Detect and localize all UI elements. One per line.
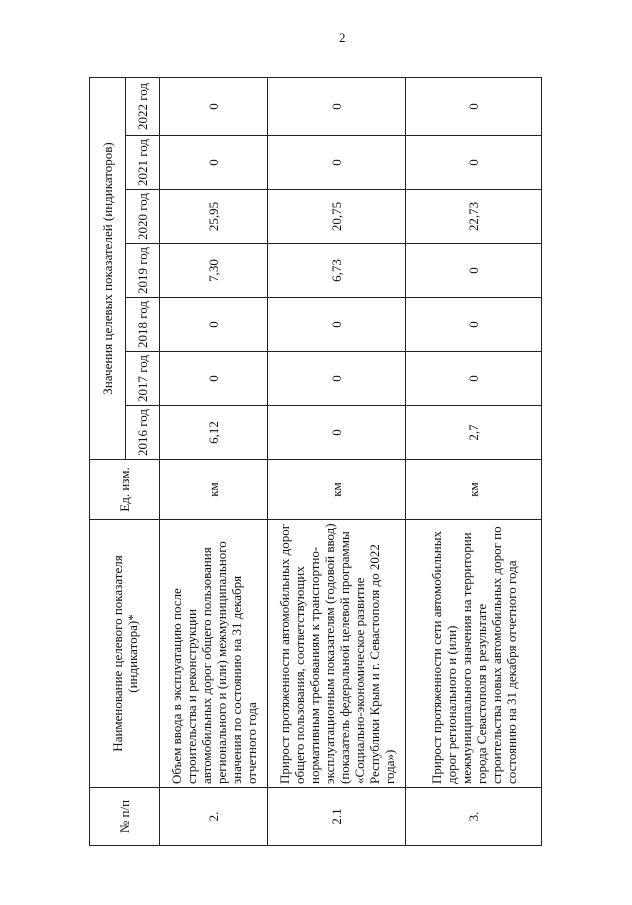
row-value-2017: 0 — [160, 352, 268, 406]
row-unit: км — [406, 460, 542, 520]
page-number: 2 — [339, 30, 346, 45]
row-unit: км — [268, 460, 406, 520]
row-value-2020: 20,75 — [268, 190, 406, 244]
row-value-2018: 0 — [268, 298, 406, 352]
indicators-table — [89, 77, 542, 846]
row-value-2022: 0 — [406, 77, 542, 135]
row-value-2020: 25,95 — [160, 190, 268, 244]
table-row — [268, 77, 406, 845]
row-value-2019: 0 — [406, 244, 542, 298]
header-year-2021: 2021 год — [126, 136, 160, 190]
header-year-2019: 2019 год — [126, 244, 160, 298]
header-year-2020: 2020 год — [126, 190, 160, 244]
row-value-2016: 6,12 — [160, 406, 268, 460]
row-num: 2. — [160, 788, 268, 846]
row-value-2020: 22,73 — [406, 190, 542, 244]
header-row-top — [90, 77, 126, 845]
header-year-2017: 2017 год — [126, 352, 160, 406]
row-value-2021: 0 — [268, 136, 406, 190]
row-num: 2.1 — [268, 788, 406, 846]
row-indicator-name: Прирост протяженности сети автомобильных дорог регионального и (или) межмуниципального значения на территории города Севастополя в результате строительства новых автомобильных дорог по состоянию на 31 декабря отчетного года — [406, 520, 542, 788]
header-year-2022: 2022 год — [126, 77, 160, 135]
header-num: № п/п — [90, 788, 160, 846]
row-value-2019: 7,30 — [160, 244, 268, 298]
row-value-2016: 2,7 — [406, 406, 542, 460]
rotated-table-container — [89, 78, 541, 846]
header-name: Наименование целевого показателя (индикатора)* — [90, 520, 160, 788]
row-num: 3. — [406, 788, 542, 846]
row-unit: км — [160, 460, 268, 520]
row-value-2021: 0 — [160, 136, 268, 190]
row-value-2017: 0 — [268, 352, 406, 406]
row-value-2018: 0 — [406, 298, 542, 352]
row-value-2018: 0 — [160, 298, 268, 352]
header-values-group: Значения целевых показателей (индикаторов) — [90, 77, 126, 459]
row-value-2022: 0 — [268, 77, 406, 135]
header-year-2016: 2016 год — [126, 406, 160, 460]
header-year-2018: 2018 год — [126, 298, 160, 352]
row-indicator-name: Прирост протяженности автомобильных дорог общего пользования, соответствующих нормативным требованиям к транспортно-эксплуатационным показателям (годовой ввод) (показатель федеральной целевой программы «Социально-экономическое развитие Республики Крым и г. Севастополя до 2022 года») — [268, 520, 406, 788]
row-value-2016: 0 — [268, 406, 406, 460]
row-value-2019: 6,73 — [268, 244, 406, 298]
row-value-2022: 0 — [160, 77, 268, 135]
row-value-2021: 0 — [406, 136, 542, 190]
row-value-2017: 0 — [406, 352, 542, 406]
table-row — [406, 77, 542, 845]
table-row — [160, 77, 268, 845]
row-indicator-name: Объем ввода в эксплуатацию после строительства и реконструкции автомобильных дорог общего пользования регионального и (или) межмуниципального значения по состоянию на 31 декабря отчетного года — [160, 520, 268, 788]
header-unit: Ед. изм. — [90, 460, 160, 520]
